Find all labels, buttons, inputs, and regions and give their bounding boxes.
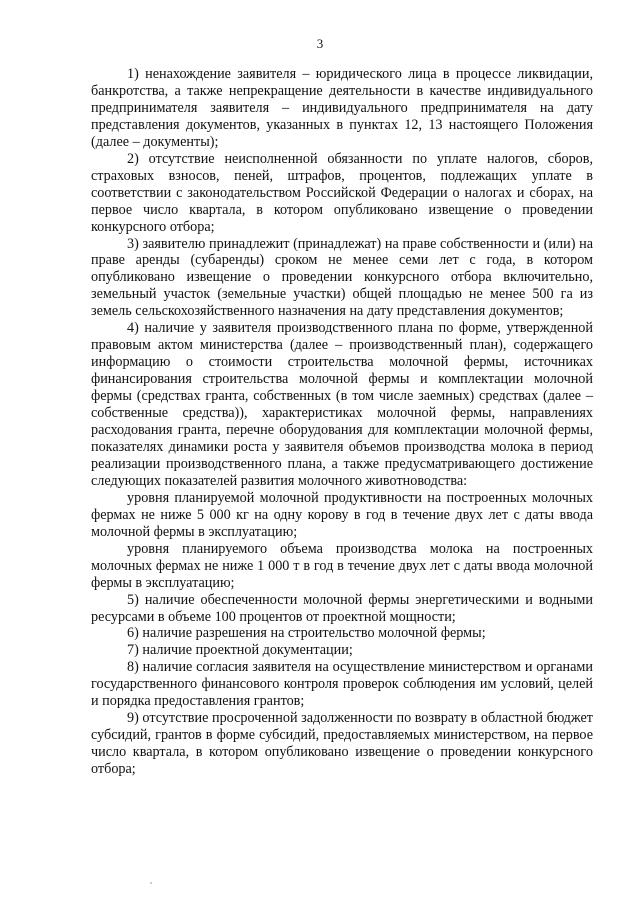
paragraph-item-7: 7) наличие проектной документации;	[127, 642, 353, 659]
paragraph-item-2: 2) отсутствие неисполненной обязанности по уплате налогов, сборов, страховых взносов, пеней, штрафов, процентов, подлежащих уплате в соответствии с законодательством Российской Федерации о налогах и сборах, на первое число квартала, в котором опубликовано извещение о проведении конкурсного отбора;	[91, 150, 593, 235]
paragraph-item-5: 5) наличие обеспеченности молочной фермы энергетическими и водными ресурсами в объеме 100 процентов от проектной мощности;	[91, 591, 593, 625]
paragraph-item-1: 1) ненахождение заявителя – юридического лица в процессе ликвидации, банкротства, а также непрекращение деятельности в качестве индивидуального предпринимателя заявителя – индивидуального предпринимателя на дату представления документов, указанных в пунктах 12, 13 настоящего Положения (далее – документы);	[91, 66, 593, 150]
paragraph-item-3: 3) заявителю принадлежит (принадлежат) на праве собственности и (или) на праве аренды (субаренды) сроком не менее семи лет с года, в котором опубликовано извещение о проведении конкурсного отбора включительно, земельный участок (земельные участки) общей площадью не менее 500 га из земель сельскохозяйственного назначения на дату представления документов;	[91, 235, 593, 320]
page-number: 3	[316, 36, 324, 51]
paragraph-item-4: 4) наличие у заявителя производственного плана по форме, утвержденной правовым актом министерства (далее – производственный план), содержащего информацию о стоимости строительства молочной фермы, источниках финансирования строительства молочной фермы и комплектации молочной фермы (средствах гранта, собственных (в том числе заемных) средствах (далее – собственные средства)), характеристиках молочной фермы, направлениях расходования гранта, перечне оборудования для комплектации молочной фермы, показателях динамики роста у заявителя объемов производства молока в период реализации производственного плана, а также предусматривающего достижение следующих показателей развития молочного животноводства:	[91, 320, 593, 489]
paragraph-subitem-productivity: уровня планируемой молочной продуктивности на построенных молочных фермах не ниже 5 000 кг на одну корову в год в течение двух лет с даты ввода молочной фермы в эксплуатацию;	[91, 489, 593, 540]
scan-speck	[150, 882, 152, 884]
paragraph-item-9: 9) отсутствие просроченной задолженности по возврату в областной бюджет субсидий, грантов в форме субсидий, предоставляемых министерством, на первое число квартала, в котором опубликовано извещение о проведении конкурсного отбора;	[91, 710, 593, 778]
paragraph-subitem-volume: уровня планируемого объема производства молока на построенных молочных фермах не ниже 1 000 т в год в течение двух лет с даты ввода молочной фермы в эксплуатацию;	[91, 540, 593, 591]
document-body	[91, 66, 593, 778]
paragraph-item-6: 6) наличие разрешения на строительство молочной фермы;	[127, 625, 486, 642]
paragraph-item-8: 8) наличие согласия заявителя на осуществление министерством и органами государственного финансового контроля проверок соблюдения им условий, целей и порядка предоставления грантов;	[91, 659, 593, 710]
